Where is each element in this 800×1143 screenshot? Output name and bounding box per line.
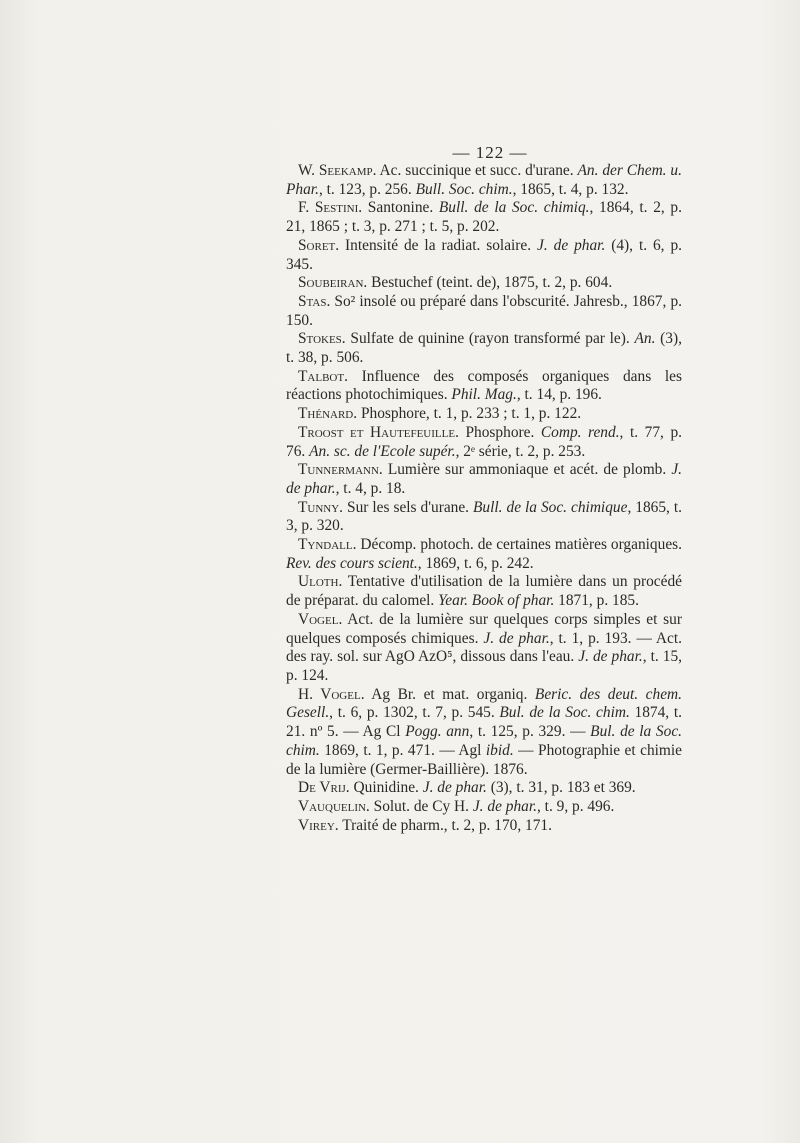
entry-text: Solut. de Cy H. bbox=[369, 797, 473, 815]
entry-author: Tunnermann. bbox=[298, 461, 383, 479]
entry-source-title: Phil. Mag. bbox=[451, 386, 517, 404]
bibliography-entry bbox=[286, 499, 682, 536]
entry-text: (4), t. 6, p. 345. bbox=[286, 236, 682, 273]
entry-author: Troost et Hautefeuille. bbox=[298, 423, 459, 441]
entry-text: Lumière sur ammoniaque et acét. de plomb. bbox=[382, 461, 672, 479]
entry-source-title: Bul. de la Soc. chim. bbox=[499, 704, 630, 722]
bibliography-entry bbox=[286, 330, 682, 367]
entry-text: , 1865, t. 4, p. 132. bbox=[512, 180, 629, 198]
bibliography-entry bbox=[286, 817, 682, 836]
entry-source-title: Year. Book of phar. bbox=[438, 592, 555, 610]
entry-author: H. Vogel. bbox=[298, 685, 365, 703]
entry-text: , t. 123, p. 256. bbox=[318, 180, 416, 198]
entry-source-title: Pogg. ann bbox=[405, 723, 470, 741]
entry-text: , 1864, t. 2, p. 21, 1865 ; t. 3, p. 271 ; t. 5, p. 202. bbox=[286, 199, 682, 236]
entry-text: Quinidine. bbox=[349, 779, 423, 797]
entry-text: Ac. succinique et succ. d'urane. bbox=[376, 162, 578, 179]
entry-text: , t. 15, p. 124. bbox=[286, 648, 683, 684]
entry-author: Tyndall. bbox=[298, 536, 357, 554]
entry-text: 1869, t. 1, p. 471. — Agl bbox=[319, 741, 486, 759]
entry-source-title: Bull. de la Soc. chimique bbox=[473, 498, 628, 516]
entry-text: , 2ᵉ série, t. 2, p. 253. bbox=[455, 442, 586, 460]
bibliography-entry bbox=[286, 162, 682, 199]
entry-author: Virey. bbox=[298, 816, 339, 834]
entry-text: Bestuchef (teint. de), 1875, t. 2, p. 604. bbox=[367, 274, 613, 292]
bibliography-entry bbox=[286, 798, 682, 817]
entry-source-title: J. de phar. bbox=[286, 461, 682, 497]
entry-author: F. Sestini. bbox=[298, 199, 363, 217]
entry-text: Décomp. photoch. de certaines matières organiques. bbox=[356, 536, 682, 554]
entry-author: Vogel. bbox=[298, 610, 343, 628]
bibliography-entry bbox=[286, 573, 682, 610]
entry-text: , t. 125, p. 329. — bbox=[469, 723, 591, 741]
entry-source-title: J. de phar. bbox=[537, 236, 606, 254]
entry-text: — Photographie et chimie de la lumière (Germer-Baillière). 1876. bbox=[286, 741, 682, 778]
entry-text: , t. 9, p. 496. bbox=[536, 797, 615, 815]
bibliography-entry bbox=[286, 237, 682, 274]
entry-source-title: ibid. bbox=[485, 741, 514, 759]
entry-text: , t. 1, p. 193. — Act. des ray. sol. sur AgO AzO⁵, dissous dans l'eau. bbox=[286, 629, 683, 666]
entry-source-title: An. bbox=[634, 330, 656, 348]
entry-text: Act. de la lumière sur quelques corps simples et sur quelques composés chimiques. bbox=[286, 610, 682, 647]
bibliography-list bbox=[286, 162, 682, 835]
entry-text: , t. 14, p. 196. bbox=[516, 386, 602, 404]
page-number: — 122 — bbox=[452, 143, 528, 162]
entry-text: Traité de pharm., t. 2, p. 170, 171. bbox=[338, 816, 552, 834]
entry-source-title: J. de phar. bbox=[422, 779, 487, 797]
entry-source-title: J. de phar. bbox=[472, 797, 537, 815]
bibliography-entry bbox=[286, 293, 682, 330]
entry-source-title: J. de phar. bbox=[578, 648, 643, 666]
entry-text: Santonine. bbox=[362, 199, 439, 217]
bibliography-entry bbox=[286, 274, 682, 293]
entry-text: , t. 6, p. 1302, t. 7, p. 545. bbox=[329, 704, 500, 722]
entry-text: , t. 77, p. 76. bbox=[286, 423, 682, 460]
bibliography-entry bbox=[286, 686, 682, 780]
entry-author: Soubeiran. bbox=[298, 274, 368, 292]
entry-source-title: Bul. de la Soc. chim. bbox=[286, 723, 682, 759]
entry-author: Stas. bbox=[298, 292, 331, 310]
entry-author: De Vrij. bbox=[298, 779, 350, 797]
entry-text: 1871, p. 185. bbox=[554, 592, 639, 610]
entry-text: (3), t. 38, p. 506. bbox=[286, 330, 682, 367]
entry-source-title: Beric. des deut. chem. Gesell. bbox=[286, 685, 682, 722]
entry-author: Stokes. bbox=[298, 330, 346, 348]
bibliography-entry bbox=[286, 779, 682, 798]
entry-author: Uloth. bbox=[298, 573, 343, 591]
entry-author: Thénard. bbox=[298, 405, 358, 423]
entry-source-title: Rev. des cours scient. bbox=[286, 554, 418, 572]
entry-author: Talbot. bbox=[298, 367, 348, 385]
entry-author: W. Seekamp. bbox=[298, 162, 377, 179]
entry-source-title: J. de phar. bbox=[483, 629, 550, 647]
entry-source-title: An. der Chem. u. Phar. bbox=[286, 162, 682, 198]
entry-text: Influence des composés organiques dans les réactions photochimiques. bbox=[286, 367, 682, 404]
bibliography-entry bbox=[286, 368, 682, 405]
entry-text: , 1869, t. 6, p. 242. bbox=[417, 554, 534, 572]
entry-source-title: Bull. de la Soc. chimiq. bbox=[438, 199, 590, 217]
entry-text: , 1865, t. 3, p. 320. bbox=[286, 498, 683, 535]
entry-text: Phosphore, t. 1, p. 233 ; t. 1, p. 122. bbox=[357, 405, 582, 423]
entry-text: Phosphore. bbox=[458, 423, 541, 441]
bibliography-entry bbox=[286, 199, 682, 236]
entry-source-title: Bull. Soc. chim. bbox=[415, 180, 513, 198]
bibliography-entry bbox=[286, 405, 682, 424]
bibliography-entry bbox=[286, 461, 682, 498]
entry-source-title: An. sc. de l'Ecole supér. bbox=[309, 442, 456, 460]
entry-text: , t. 4, p. 18. bbox=[335, 479, 406, 497]
entry-text: Intensité de la radiat. solaire. bbox=[339, 236, 538, 254]
entry-text: Ag Br. et mat. organiq. bbox=[364, 685, 535, 703]
bibliography-entry bbox=[286, 611, 682, 686]
entry-author: Vauquelin. bbox=[298, 797, 370, 815]
entry-author: Soret. bbox=[298, 236, 340, 254]
entry-text: 1874, t. 21. nº 5. — Ag Cl bbox=[286, 704, 682, 741]
entry-text: Tentative d'utilisation de la lumière dans un procédé de préparat. du calomel. bbox=[286, 573, 682, 610]
entry-source-title: Comp. rend. bbox=[540, 423, 620, 441]
entry-author: Tunny. bbox=[298, 498, 344, 516]
bibliography-entry bbox=[286, 424, 682, 461]
entry-text: Sulfate de quinine (rayon transformé par le). bbox=[345, 330, 635, 348]
entry-text: (3), t. 31, p. 183 et 369. bbox=[486, 779, 636, 797]
entry-text: So² insolé ou préparé dans l'obscurité. Jahresb., 1867, p. 150. bbox=[286, 292, 682, 329]
entry-text: Sur les sels d'urane. bbox=[343, 498, 474, 516]
bibliography-entry bbox=[286, 536, 682, 573]
